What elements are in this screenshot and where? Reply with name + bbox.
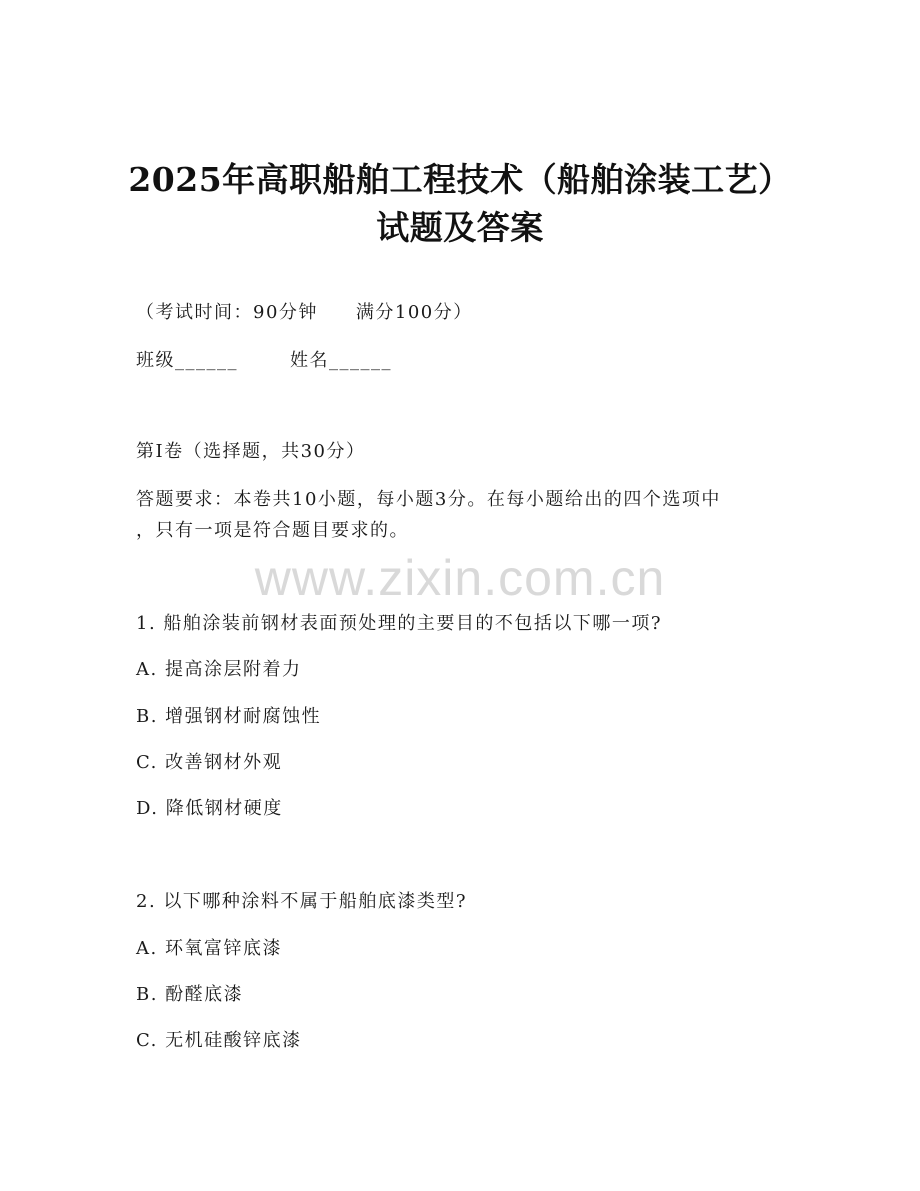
question-1-option-b: B. 增强钢材耐腐蚀性 [136, 706, 322, 727]
section-instructions-line-2: ，只有一项是符合题目要求的。 [136, 520, 409, 541]
question-2-stem: 2. 以下哪种涂料不属于船舶底漆类型? [136, 891, 468, 912]
section-heading: 第I卷（选择题，共30分） [136, 441, 366, 462]
class-field: 班级______ [136, 350, 238, 371]
question-1-stem: 1. 船舶涂装前钢材表面预处理的主要目的不包括以下哪一项? [136, 613, 663, 634]
name-field: 姓名______ [290, 350, 392, 371]
question-1-option-a: A. 提高涂层附着力 [136, 659, 302, 680]
exam-info [136, 301, 473, 325]
question-1-option-d: D. 降低钢材硬度 [136, 798, 283, 819]
section-instructions-line-1: 答题要求：本卷共10小题，每小题3分。在每小题给出的四个选项中 [136, 489, 721, 510]
question-1-option-c: C. 改善钢材外观 [136, 752, 283, 773]
exam-time: （考试时间：90分钟 [136, 302, 318, 323]
student-fields [136, 349, 392, 373]
question-2-option-a: A. 环氧富锌底漆 [136, 938, 282, 959]
question-2-option-b: B. 酚醛底漆 [136, 984, 244, 1005]
watermark: www.zixin.com.cn [254, 550, 666, 606]
question-2-option-c: C. 无机硅酸锌底漆 [136, 1030, 302, 1051]
exam-score: 满分100分） [355, 302, 473, 323]
document-title-line-2: 试题及答案 [376, 208, 544, 247]
document-title-line-1: 2025年高职船舶工程技术（船舶涂装工艺） [128, 160, 792, 199]
